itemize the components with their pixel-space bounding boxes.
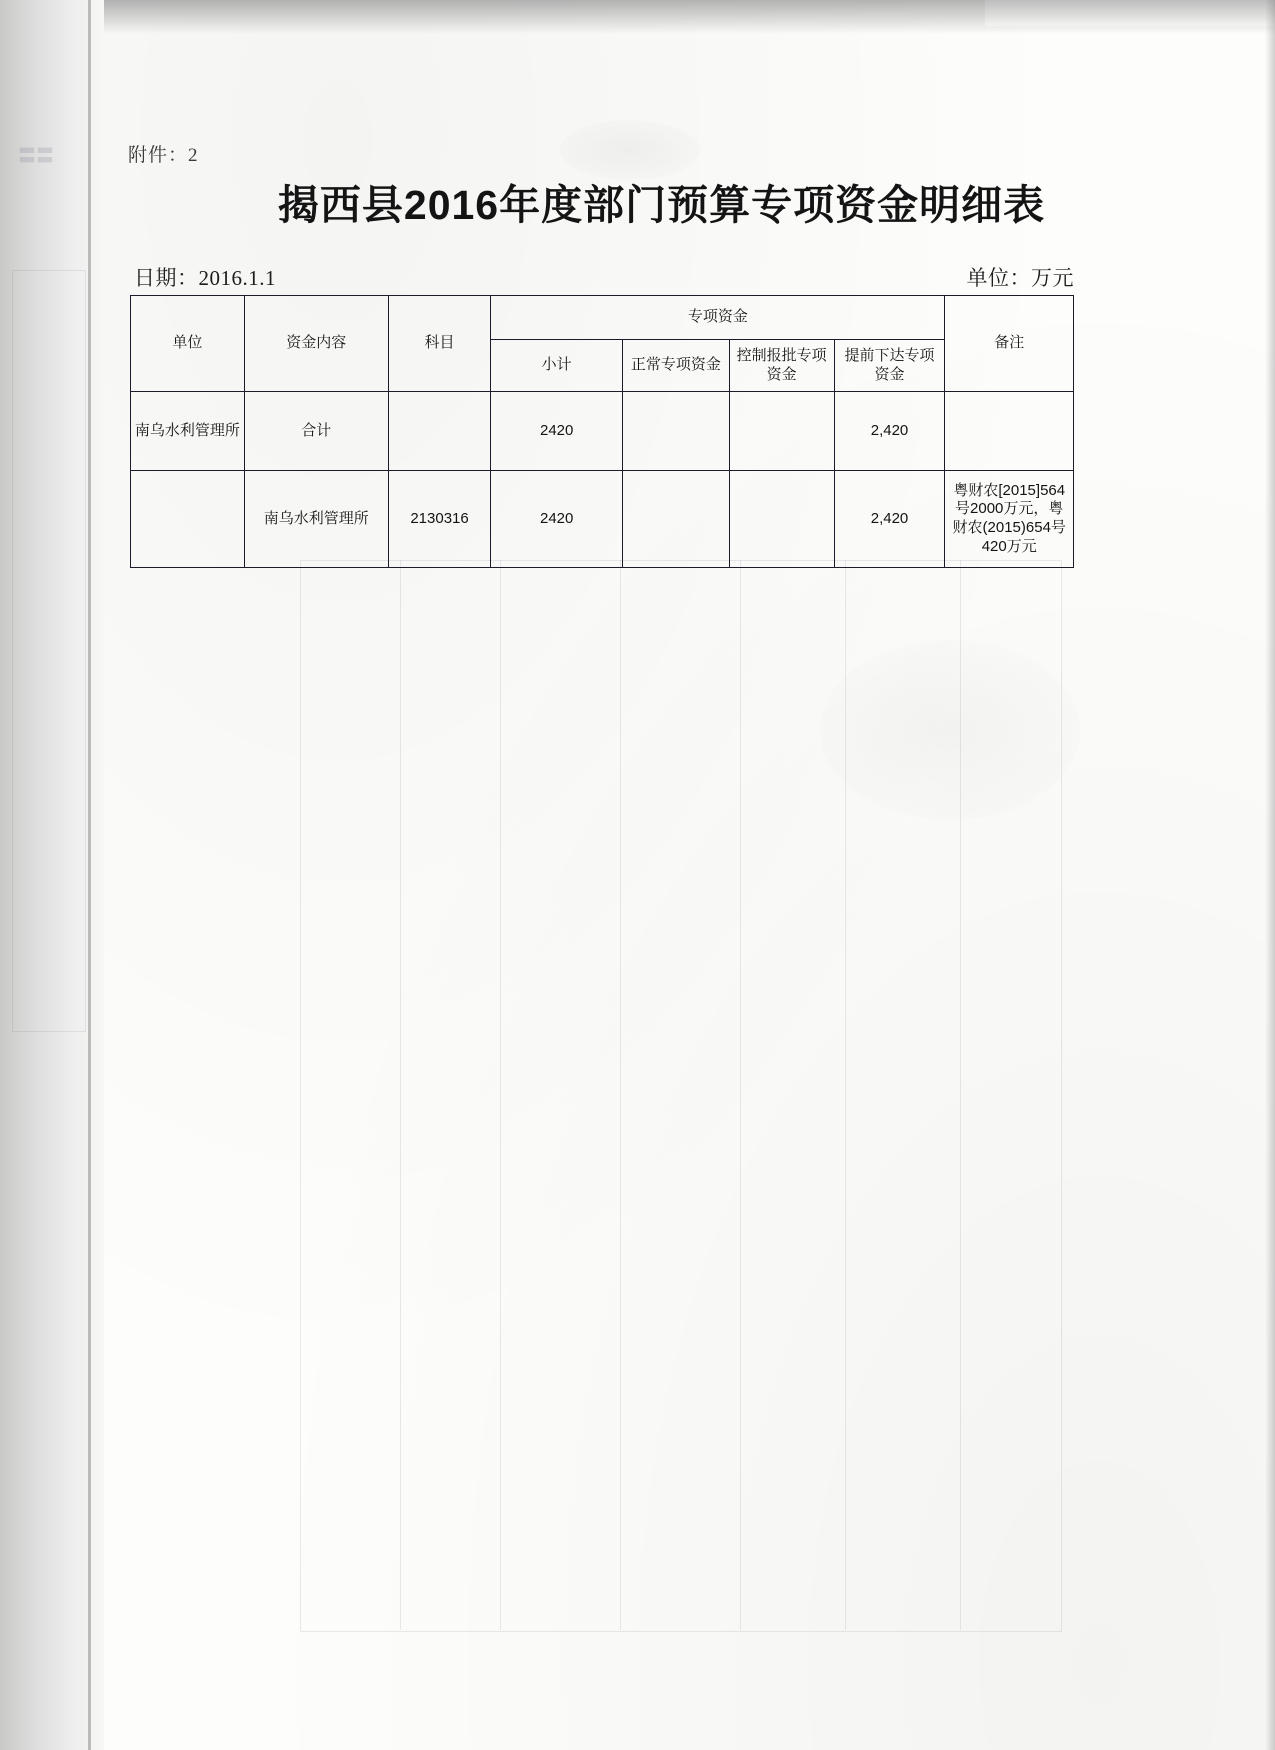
header-normal-special: 正常专项资金 [623, 340, 730, 392]
table-body [131, 392, 1074, 568]
top-right-fold [985, 0, 1275, 26]
table-head [131, 296, 1074, 392]
cell-unit [131, 471, 245, 568]
header-special-funds: 专项资金 [491, 296, 945, 340]
cell-control-approval [729, 471, 834, 568]
unit-label: 单位：万元 [966, 266, 1074, 290]
cell-remark [945, 392, 1074, 471]
cell-subtotal: 2420 [491, 392, 623, 471]
cell-advance-issued: 2,420 [834, 471, 945, 568]
left-page-edge [0, 0, 104, 1750]
cell-subject: 2130316 [388, 471, 490, 568]
cell-subtotal: 2420 [491, 471, 623, 568]
header-unit: 单位 [131, 296, 245, 392]
table-row [131, 392, 1074, 471]
header-remark: 备注 [945, 296, 1074, 392]
attachment-label: 附件：2 [128, 145, 199, 166]
header-fund-content: 资金内容 [244, 296, 388, 392]
header-subtotal: 小计 [491, 340, 623, 392]
document-meta [134, 262, 1074, 292]
cell-control-approval [729, 392, 834, 471]
cell-fund-content: 南乌水利管理所 [244, 471, 388, 568]
table-header-row-main [131, 296, 1074, 340]
cell-subject [388, 392, 490, 471]
cell-unit: 南乌水利管理所 [131, 392, 245, 471]
cell-fund-content: 合计 [244, 392, 388, 471]
header-advance-issued: 提前下达专项资金 [834, 340, 945, 392]
date-label: 日期：2016.1.1 [134, 266, 276, 290]
cell-advance-issued: 2,420 [834, 392, 945, 471]
header-control-approval: 控制报批专项资金 [729, 340, 834, 392]
cell-normal-special [623, 471, 730, 568]
cell-remark: 粤财农[2015]564号2000万元，粤财农(2015)654号420万元 [945, 471, 1074, 568]
cell-normal-special [623, 392, 730, 471]
header-subject: 科目 [388, 296, 490, 392]
budget-detail-table [130, 295, 1074, 568]
page-title: 揭西县2016年度部门预算专项资金明细表 [277, 182, 1046, 228]
table-row [131, 471, 1074, 568]
right-page-edge [1265, 0, 1275, 1750]
